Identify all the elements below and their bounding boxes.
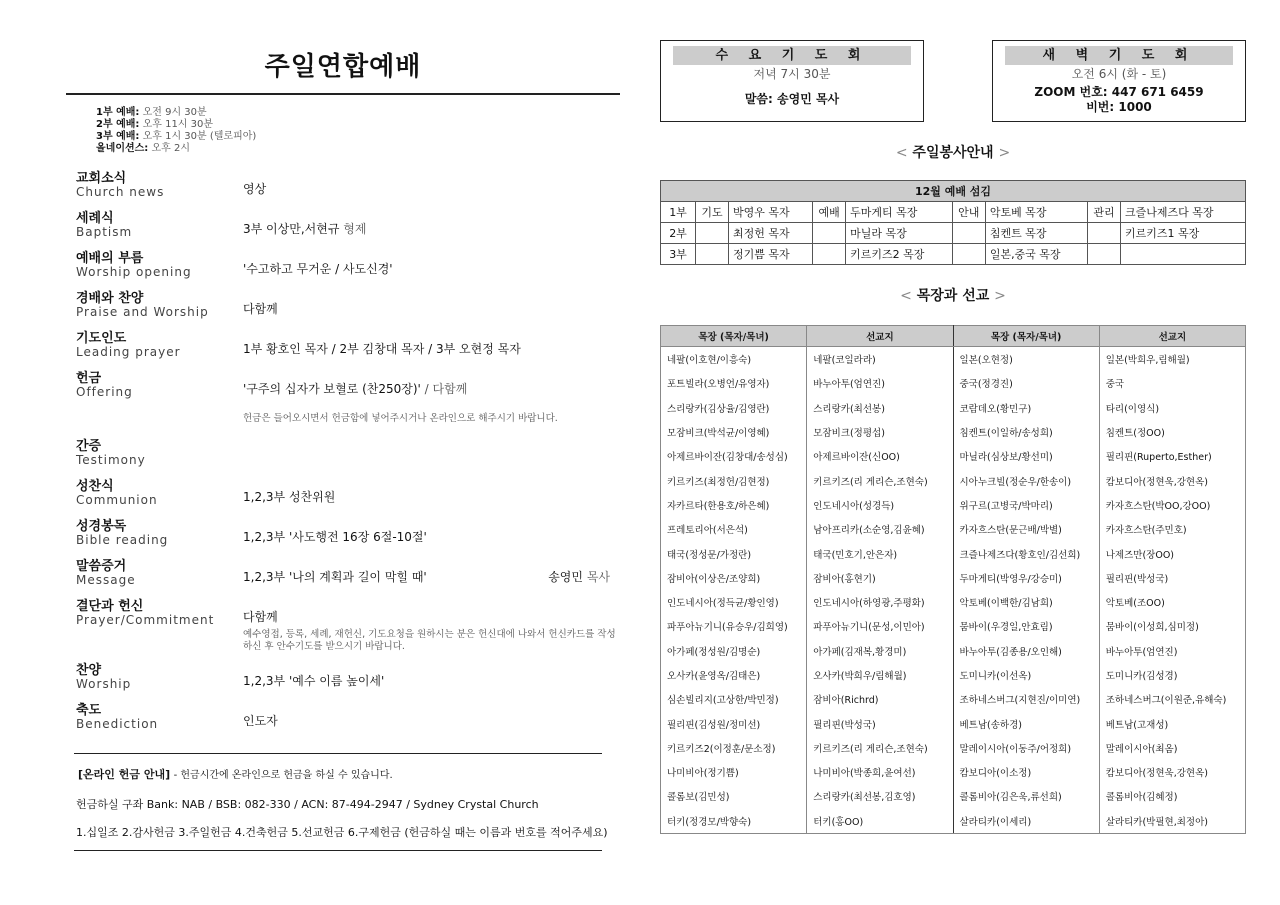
mission-cell: 아가페(정성원/김명순) <box>661 639 807 663</box>
order-item <box>66 703 620 743</box>
order-item-korean: 간증 <box>76 439 102 454</box>
mission-cell: 시아누크빌(정순우/한송이) <box>953 468 1099 492</box>
order-item-english: Message <box>76 573 136 587</box>
mission-section-title: < 목장과 선교 > <box>900 288 1006 304</box>
mission-cell: 스리랑카(최선봉) <box>807 396 953 420</box>
service-cell <box>696 223 729 244</box>
mission-row <box>661 420 1246 444</box>
mission-cell: 잠비아(이상은/조양희) <box>661 566 807 590</box>
order-item <box>66 171 620 211</box>
mission-cell: 오사카(박희우/림해월) <box>807 663 953 687</box>
online-divider <box>74 753 602 754</box>
mission-cell: 키르키즈(최정헌/김현정) <box>661 468 807 492</box>
order-of-service-3 <box>66 663 620 743</box>
service-cell <box>1121 244 1246 265</box>
service-cell: 예배 <box>813 202 846 223</box>
online-offering-info <box>78 766 620 782</box>
mission-cell: 인도네시아(하영광,주평화) <box>807 590 953 614</box>
service-cell: 일본,중국 목장 <box>985 244 1087 265</box>
mission-cell: 아제르바이잔(신OO) <box>807 444 953 468</box>
service-row <box>661 202 1246 223</box>
bank-account: 헌금하실 구좌 Bank: NAB / BSB: 082-330 / ACN: 87-494-2947 / Sydney Crystal Church <box>76 798 539 811</box>
mission-row <box>661 590 1246 614</box>
order-item-value: 1,2,3부 '나의 계획과 길이 막힐 때' 송영민 목사 <box>243 570 610 584</box>
service-section-title: < 주일봉사안내 > <box>895 145 1011 161</box>
mission-cell: 베트남(고재성) <box>1099 711 1245 735</box>
mission-cell: 자카르타(한용호/하은혜) <box>661 493 807 517</box>
mission-row <box>661 541 1246 565</box>
mission-row <box>661 639 1246 663</box>
mission-cell: 오사카(윤영옥/김태은) <box>661 663 807 687</box>
wednesday-prayer-box <box>660 40 924 122</box>
dawn-prayer-box <box>992 40 1246 122</box>
mission-cell: 크즐나제즈다(황호인/김선희) <box>953 541 1099 565</box>
service-cell <box>813 244 846 265</box>
mission-row <box>661 517 1246 541</box>
order-item-korean: 성찬식 <box>76 479 114 494</box>
mission-cell: 파푸아뉴기니(유승우/김희영) <box>661 614 807 638</box>
mission-cell: 카자흐스탄(주민호) <box>1099 517 1245 541</box>
order-item-korean: 축도 <box>76 703 102 718</box>
offering-categories: 1.십일조 2.감사헌금 3.주일헌금 4.건축헌금 5.선교헌금 6.구제헌금 (헌금하실 때는 이름과 번호를 적어주세요) <box>76 826 608 839</box>
mission-cell: 중국 <box>1099 371 1245 395</box>
order-item-korean: 결단과 헌신 <box>76 599 144 614</box>
mission-cell: 캄보디아(정현욱,강현옥) <box>1099 760 1245 784</box>
order-item-value: 1,2,3부 성찬위원 <box>243 490 336 504</box>
order-item <box>66 291 620 331</box>
mission-cell: 도미니카(김성경) <box>1099 663 1245 687</box>
mission-cell: 콜롬비아(김은욱,류선희) <box>953 784 1099 808</box>
order-item-korean: 말씀증거 <box>76 559 127 574</box>
mission-cell: 키르키즈(리 게리슨,조현숙) <box>807 736 953 760</box>
order-item-value: 1부 황호인 목자 / 2부 김창대 목자 / 3부 오현정 목자 <box>243 342 521 356</box>
mission-cell: 살라티카(박필현,최정아) <box>1099 809 1245 834</box>
dawn-prayer-time: 오전 6시 (화 - 토) <box>1071 67 1167 81</box>
order-item-english: Worship opening <box>76 265 192 279</box>
order-item-english: Baptism <box>76 225 133 239</box>
mission-cell: 조하네스버그(지현진/이미연) <box>953 687 1099 711</box>
order-item-value: 다함께 <box>243 302 278 316</box>
service-time-4: 올네이션스: 오후 2시 <box>96 143 191 154</box>
mission-cell: 잠비아(홍현기) <box>807 566 953 590</box>
mission-row <box>661 493 1246 517</box>
mission-cell: 말레이시아(최옴) <box>1099 736 1245 760</box>
order-item-value: 1,2,3부 '예수 이름 높이세' <box>243 674 385 688</box>
dawn-prayer-zoom: ZOOM 번호: 447 671 6459 <box>1034 85 1204 99</box>
mission-cell: 터키(홍OO) <box>807 809 953 834</box>
service-cell: 최정헌 목자 <box>729 223 813 244</box>
order-of-service <box>66 171 620 411</box>
service-cell: 침켄트 목장 <box>985 223 1087 244</box>
mission-cell: 코람데오(황민구) <box>953 396 1099 420</box>
mission-cell: 베트남(송하경) <box>953 711 1099 735</box>
mission-cell: 뭄바이(우경일,안효림) <box>953 614 1099 638</box>
mission-cell: 뭄바이(이성희,심미정) <box>1099 614 1245 638</box>
wednesday-prayer-speaker: 말씀: 송영민 목사 <box>744 92 840 106</box>
service-cell: 기도 <box>696 202 729 223</box>
order-item <box>66 663 620 703</box>
mission-cell: 마닐라(심상보/황선미) <box>953 444 1099 468</box>
mission-cell: 악토베(이백한/김남희) <box>953 590 1099 614</box>
mission-cell: 태국(정성문/가정란) <box>661 541 807 565</box>
wednesday-prayer-heading: 수 요 기 도 회 <box>673 46 911 65</box>
mission-cell: 남아프리카(소순영,김윤혜) <box>807 517 953 541</box>
service-table-heading: 12월 예배 섬김 <box>661 181 1246 202</box>
service-cell: 박영우 목자 <box>729 202 813 223</box>
bottom-divider <box>74 850 602 851</box>
order-item-korean: 성경봉독 <box>76 519 127 534</box>
mission-row <box>661 760 1246 784</box>
mission-row <box>661 371 1246 395</box>
service-cell: 키르키즈1 목장 <box>1121 223 1246 244</box>
order-item-english: Church news <box>76 185 165 199</box>
mission-cell: 태국(민호기,안은자) <box>807 541 953 565</box>
mission-cell: 침켄트(정OO) <box>1099 420 1245 444</box>
order-item-value: '수고하고 무거운 / 사도신경' <box>243 262 393 276</box>
service-cell: 안내 <box>952 202 985 223</box>
order-item-value: '구주의 십자가 보혈로 (찬250장)' / 다함께 <box>243 382 468 396</box>
mission-cell: 심손빌리지(고상한/박민정) <box>661 687 807 711</box>
mission-cell: 스리랑카(김상율/김영란) <box>661 396 807 420</box>
order-item-korean: 기도인도 <box>76 331 127 346</box>
order-item <box>66 559 620 599</box>
service-cell: 정기쁨 목자 <box>729 244 813 265</box>
mission-cell: 타리(이영식) <box>1099 396 1245 420</box>
mission-row <box>661 809 1246 834</box>
service-cell: 마닐라 목장 <box>846 223 953 244</box>
service-cell <box>1088 223 1121 244</box>
mission-cell: 바누아투(엄연진) <box>1099 639 1245 663</box>
order-item-english: Prayer/Commitment <box>76 613 215 627</box>
mission-cell: 아가페(김재복,황경미) <box>807 639 953 663</box>
mission-row <box>661 663 1246 687</box>
mission-cell: 스리랑카(최선봉,김호영) <box>807 784 953 808</box>
mission-row <box>661 468 1246 492</box>
mission-cell: 모잠비크(박석균/이영혜) <box>661 420 807 444</box>
mission-cell: 프레토리아(서은석) <box>661 517 807 541</box>
left-page <box>66 40 620 851</box>
order-item-english: Leading prayer <box>76 345 181 359</box>
online-offering-heading: [온라인 헌금 안내] <box>78 768 171 781</box>
order-item-korean: 교회소식 <box>76 171 127 186</box>
mission-cell: 잠비아(Richrd) <box>807 687 953 711</box>
mission-cell: 중국(정경진) <box>953 371 1099 395</box>
mission-cell: 캄보디아(정현욱,강현옥) <box>1099 468 1245 492</box>
mission-row <box>661 784 1246 808</box>
mission-cell: 위구르(고병국/박마리) <box>953 493 1099 517</box>
order-item <box>66 371 620 411</box>
order-of-service-2 <box>66 439 620 639</box>
mission-row <box>661 444 1246 468</box>
dawn-prayer-password: 비번: 1000 <box>1086 100 1152 114</box>
mission-cell: 침켄트(이일하/송성희) <box>953 420 1099 444</box>
mission-row <box>661 736 1246 760</box>
service-cell: 관리 <box>1088 202 1121 223</box>
order-item <box>66 251 620 291</box>
order-item-english: Bible reading <box>76 533 169 547</box>
service-cell <box>1088 244 1121 265</box>
order-item-value: 다함께 <box>243 610 278 624</box>
commitment-note: 예수영접, 등록, 세례, 재헌신, 기도요청을 원하시는 분은 헌신대에 나와서 헌신카드를 작성하신 후 안수기도를 받으시기 바랍니다. <box>243 629 616 652</box>
service-cell <box>696 244 729 265</box>
mission-header: 목장 (목자/목녀) <box>661 326 807 347</box>
mission-cell: 필리핀(Ruperto,Esther) <box>1099 444 1245 468</box>
mission-cell: 아제르바이잔(김창대/송성심) <box>661 444 807 468</box>
page-title: 주일연합예배 <box>264 52 422 82</box>
order-item <box>66 479 620 519</box>
mission-cell: 콜롬비아(김혜정) <box>1099 784 1245 808</box>
service-time-2: 2부 예배: 오후 11시 30분 <box>96 119 214 130</box>
order-item <box>66 331 620 371</box>
mission-cell: 일본(오현정) <box>953 347 1099 372</box>
service-cell: 3부 <box>661 244 696 265</box>
order-item-korean: 찬양 <box>76 663 102 678</box>
mission-cell: 네팔(이호현/이흥숙) <box>661 347 807 372</box>
service-cell <box>952 223 985 244</box>
mission-cell: 카자흐스탄(박OO,강OO) <box>1099 493 1245 517</box>
order-item <box>66 439 620 479</box>
order-item-english: Benediction <box>76 717 159 731</box>
order-item-korean: 경배와 찬양 <box>76 291 144 306</box>
service-times <box>96 107 620 155</box>
mission-cell: 인도네시아(정득균/황인영) <box>661 590 807 614</box>
order-item-value: 인도자 <box>243 714 278 728</box>
order-item <box>66 211 620 251</box>
mission-header: 선교지 <box>1099 326 1245 347</box>
mission-row <box>661 396 1246 420</box>
mission-cell: 필리핀(박성국) <box>807 711 953 735</box>
service-cell: 악토베 목장 <box>985 202 1087 223</box>
service-cell <box>813 223 846 244</box>
mission-cell: 콜롬보(김민성) <box>661 784 807 808</box>
mission-cell: 나미비아(정기쁨) <box>661 760 807 784</box>
mission-cell: 모잠비크(정평섭) <box>807 420 953 444</box>
online-offering-text: - 헌금시간에 온라인으로 헌금을 하실 수 있습니다. <box>173 770 393 781</box>
mission-row <box>661 566 1246 590</box>
mission-table <box>660 325 1246 834</box>
mission-cell: 악토베(조OO) <box>1099 590 1245 614</box>
service-cell: 두마게티 목장 <box>846 202 953 223</box>
mission-header: 선교지 <box>807 326 953 347</box>
service-cell: 1부 <box>661 202 696 223</box>
mission-cell: 바누아투(엄연진) <box>807 371 953 395</box>
service-table <box>660 180 1246 265</box>
mission-row <box>661 614 1246 638</box>
order-item-korean: 예배의 부름 <box>76 251 144 266</box>
order-item <box>66 519 620 559</box>
mission-cell: 나미비아(박종희,윤여선) <box>807 760 953 784</box>
order-item-value: 1,2,3부 '사도행전 16장 6절-10절' <box>243 530 427 544</box>
mission-cell: 키르키즈2(이정훈/문소정) <box>661 736 807 760</box>
mission-cell: 키르키즈(리 게리슨,조현숙) <box>807 468 953 492</box>
mission-row <box>661 711 1246 735</box>
service-time-1: 1부 예배: 오전 9시 30분 <box>96 107 207 118</box>
service-time-3: 3부 예배: 오후 1시 30분 (텔로피아) <box>96 131 257 142</box>
mission-cell: 필리핀(김성원/정미선) <box>661 711 807 735</box>
order-item-english: Worship <box>76 677 132 691</box>
right-page <box>660 40 1246 834</box>
service-cell: 크즐나제즈다 목장 <box>1121 202 1246 223</box>
mission-header: 목장 (목자/목녀) <box>953 326 1099 347</box>
order-item-value: 3부 이상만,서현규 형제 <box>243 222 367 236</box>
mission-cell: 캄보디아(이소정) <box>953 760 1099 784</box>
mission-cell: 두마게티(박영우/강승미) <box>953 566 1099 590</box>
mission-cell: 도미니카(이선옥) <box>953 663 1099 687</box>
mission-cell: 나제즈만(장OO) <box>1099 541 1245 565</box>
service-row <box>661 244 1246 265</box>
order-item-english: Communion <box>76 493 158 507</box>
order-item-english: Praise and Worship <box>76 305 209 319</box>
mission-cell: 네팔(코일라라) <box>807 347 953 372</box>
mission-cell: 일본(박희우,림해월) <box>1099 347 1245 372</box>
mission-cell: 터키(정경모/박향숙) <box>661 809 807 834</box>
dawn-prayer-heading: 새 벽 기 도 회 <box>1005 46 1233 65</box>
service-cell: 키르키즈2 목장 <box>846 244 953 265</box>
service-row <box>661 223 1246 244</box>
order-item-korean: 세례식 <box>76 211 114 226</box>
order-item-english: Testimony <box>76 453 146 467</box>
mission-cell: 바누아투(김종용/오인해) <box>953 639 1099 663</box>
mission-cell: 카자흐스탄(문근배/박별) <box>953 517 1099 541</box>
wednesday-prayer-time: 저녁 7시 30분 <box>753 67 831 81</box>
mission-cell: 살라티카(이세리) <box>953 809 1099 834</box>
mission-cell: 파푸아뉴기니(문성,이민아) <box>807 614 953 638</box>
order-item-english: Offering <box>76 385 133 399</box>
mission-cell: 조하네스버그(이원준,유해숙) <box>1099 687 1245 711</box>
offering-note: 헌금은 들어오시면서 헌금함에 넣어주시거나 온라인으로 해주시기 바랍니다. <box>243 413 558 424</box>
mission-cell: 말레이시아(이동주/어정희) <box>953 736 1099 760</box>
mission-cell: 인도네시아(성경득) <box>807 493 953 517</box>
mission-row <box>661 347 1246 372</box>
mission-cell: 포트빌라(오병언/유영자) <box>661 371 807 395</box>
title-divider <box>66 93 620 95</box>
mission-cell: 필리핀(박성국) <box>1099 566 1245 590</box>
order-item-korean: 헌금 <box>76 371 102 386</box>
mission-row <box>661 687 1246 711</box>
order-item-value: 영상 <box>243 182 267 196</box>
service-cell <box>952 244 985 265</box>
service-cell: 2부 <box>661 223 696 244</box>
